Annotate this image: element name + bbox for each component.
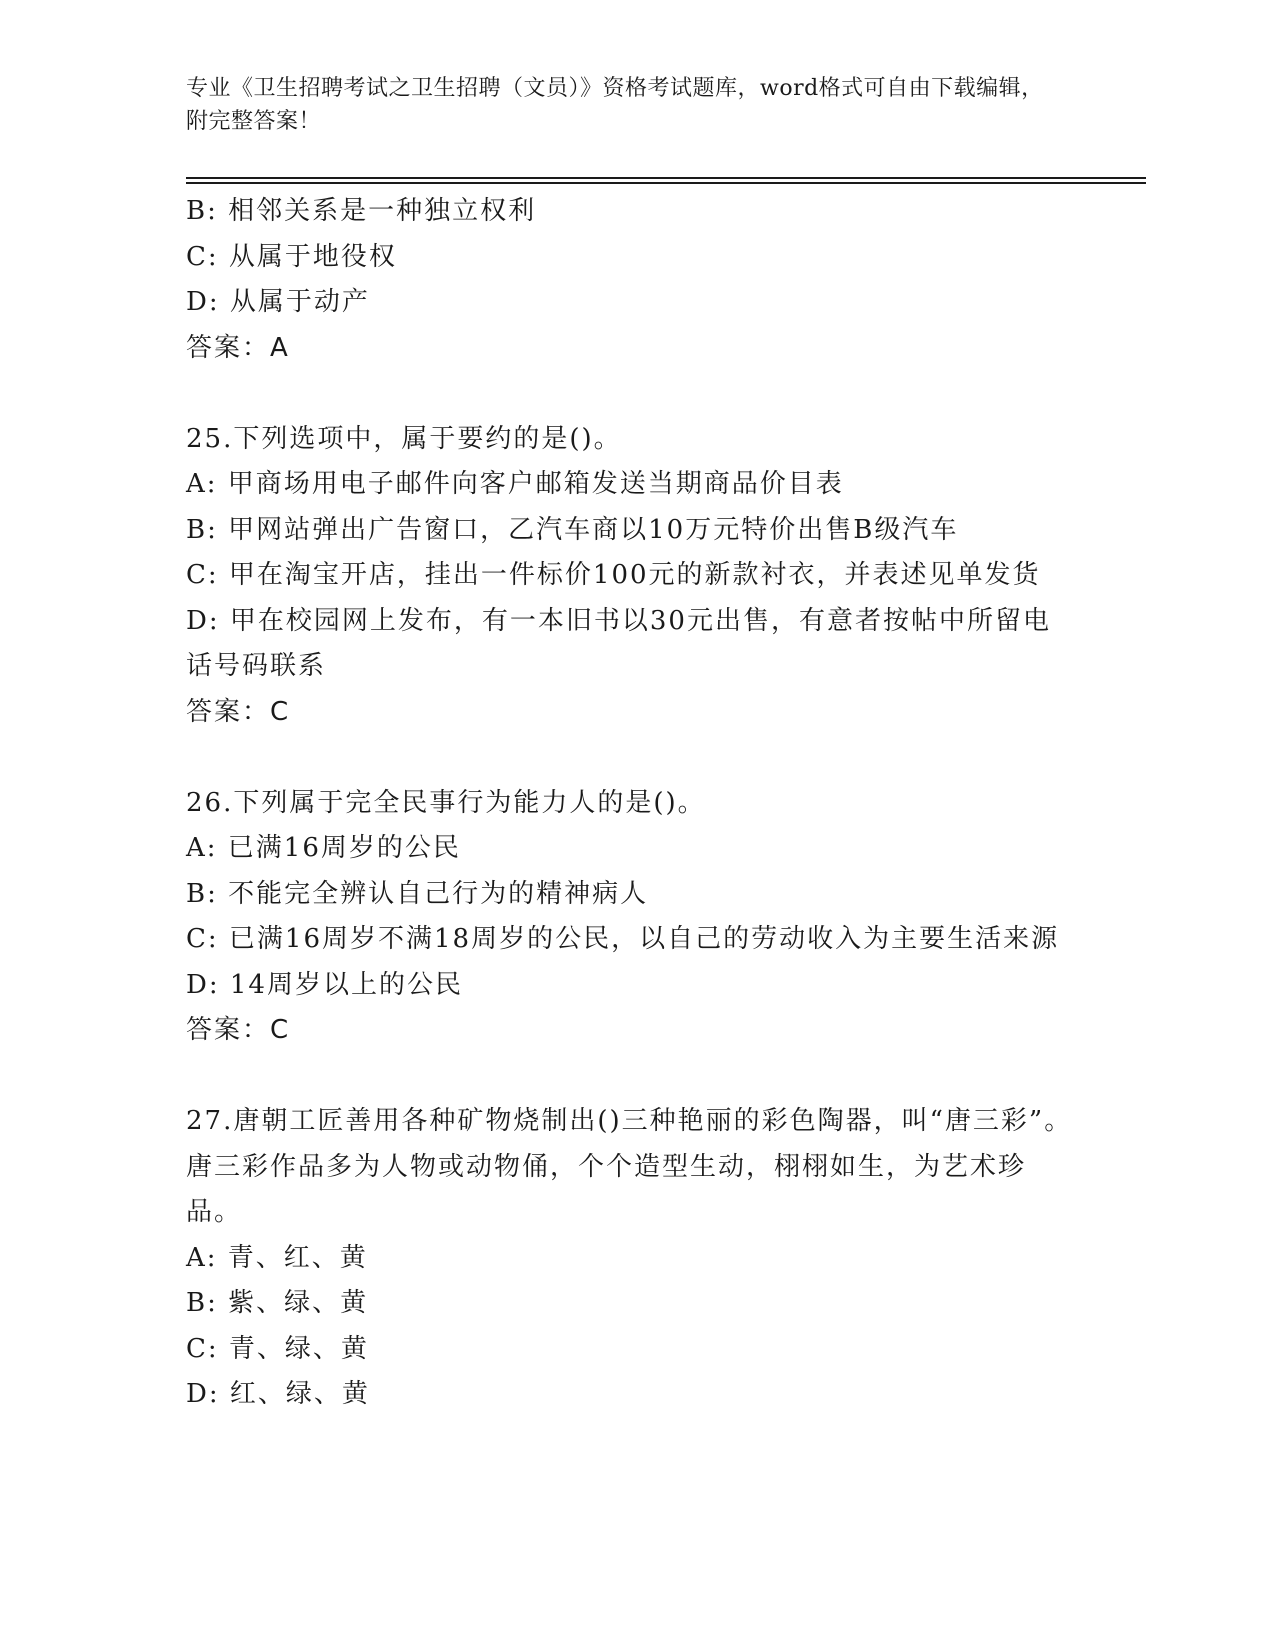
- option-c: C: 青、绿、黄: [186, 1333, 369, 1364]
- spacer: [186, 735, 1076, 781]
- question-26-block: [186, 781, 1076, 1054]
- option-a: A: 甲商场用电子邮件向客户邮箱发送当期商品价目表: [186, 469, 844, 499]
- answer-line: 答案：C: [186, 1015, 291, 1045]
- option-c: C: 从属于地役权: [186, 241, 397, 272]
- option-a: A: 已满16周岁的公民: [186, 833, 461, 863]
- question-26-text: 26.下列属于完全民事行为能力人的是()。: [186, 787, 706, 818]
- question-27-block: [186, 1099, 1076, 1418]
- option-d: D: 红、绿、黄: [186, 1379, 370, 1409]
- option-b: B: 甲网站弹出广告窗口，乙汽车商以10万元特价出售B级汽车: [186, 514, 959, 545]
- option-c: C: 已满16周岁不满18周岁的公民，以自己的劳动收入为主要生活来源: [186, 924, 1060, 954]
- question-25-text: 25.下列选项中，属于要约的是()。: [186, 423, 622, 454]
- header-rule-bottom: [186, 182, 1146, 184]
- option-a: A: 青、红、黄: [186, 1242, 368, 1273]
- spacer: [186, 1054, 1076, 1100]
- question-27-text: 27.唐朝工匠善用各种矿物烧制出()三种艳丽的彩色陶器，叫“唐三彩”。唐三彩作品多为人物或动物俑，个个造型生动，栩栩如生，为艺术珍品。: [186, 1106, 1073, 1227]
- option-b: B: 不能完全辨认自己行为的精神病人: [186, 878, 649, 909]
- question-content: [186, 189, 1076, 1418]
- previous-question-block: [186, 189, 1076, 371]
- spacer: [186, 371, 1076, 417]
- option-d: D: 甲在校园网上发布，有一本旧书以30元出售，有意者按帖中所留电话号码联系: [186, 605, 1051, 681]
- option-d: D: 从属于动产: [186, 287, 370, 317]
- question-25-block: [186, 417, 1076, 736]
- answer-line: 答案：C: [186, 696, 291, 727]
- option-b: B: 相邻关系是一种独立权利: [186, 196, 537, 226]
- answer-line: 答案：A: [186, 332, 290, 363]
- option-b: B: 紫、绿、黄: [186, 1288, 369, 1318]
- option-d: D: 14周岁以上的公民: [186, 969, 463, 1000]
- document-header: 专业《卫生招聘考试之卫生招聘（文员）》资格考试题库，word格式可自由下载编辑，附完整答案！: [186, 76, 1044, 134]
- option-c: C: 甲在淘宝开店，挂出一件标价100元的新款衬衣，并表述见单发货: [186, 560, 1041, 590]
- header-rule-top: [186, 177, 1146, 179]
